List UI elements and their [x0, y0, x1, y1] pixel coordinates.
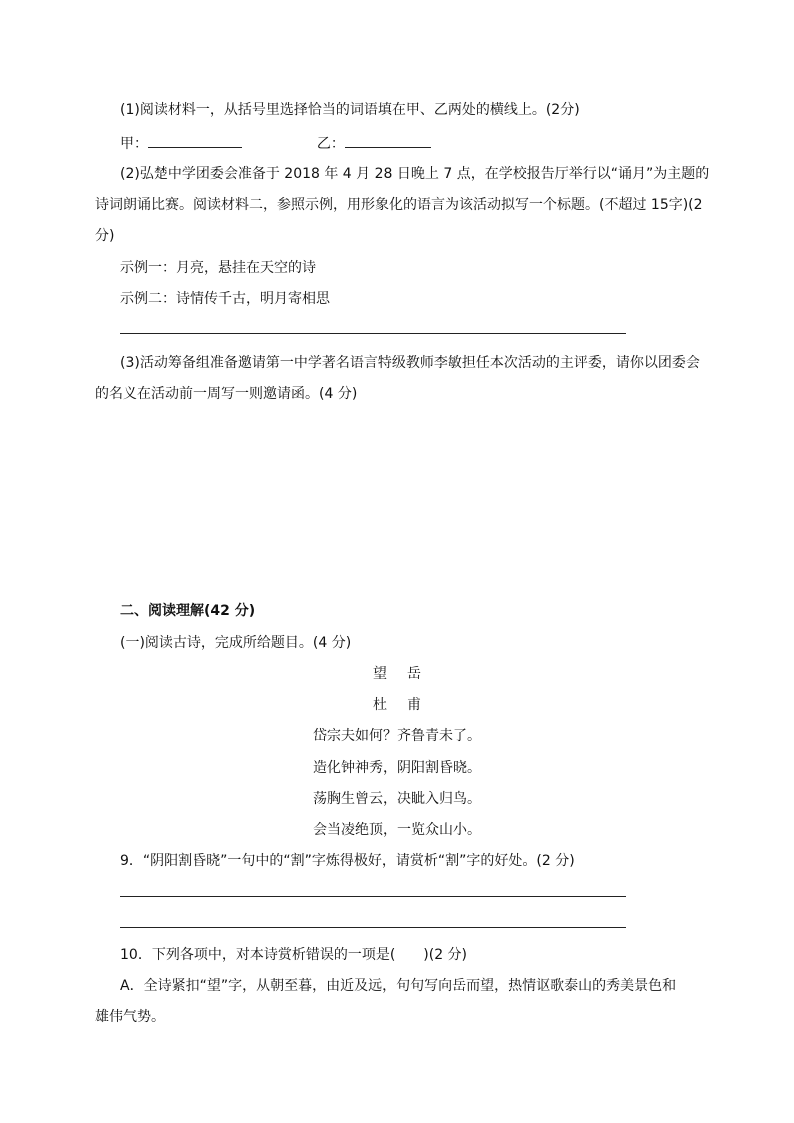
- q1-prompt: (1)阅读材料一，从括号里选择恰当的词语填在甲、乙两处的横线上。(2分): [120, 102, 580, 118]
- q9-answer-line-1[interactable]: [120, 896, 626, 897]
- q9-answer-line-2[interactable]: [120, 927, 626, 928]
- poem-title-text: 望岳: [373, 666, 441, 682]
- q2-example2: 示例二：诗情传千古，明月寄相思: [120, 291, 330, 307]
- label-yi: 乙：: [316, 136, 345, 152]
- blank-yi[interactable]: [345, 133, 431, 148]
- q2-example1: 示例一：月亮，悬挂在天空的诗: [120, 260, 316, 276]
- q3-line1: (3)活动筹备组准备邀请第一中学著名语言特级教师李敏担任本次活动的主评委，请你以团委会: [120, 355, 700, 371]
- q2-answer-line[interactable]: [120, 333, 626, 334]
- poem-line: 荡胸生曾云，决眦入归鸟。: [313, 791, 481, 807]
- q9-text: 9．“阴阳割昏晓”一句中的“割”字炼得极好，请赏析“割”字的好处。(2 分): [120, 853, 575, 869]
- section-heading: 二、阅读理解(42 分): [120, 603, 256, 619]
- q2-line3: 分): [95, 228, 115, 244]
- q2-line1: (2)弘楚中学团委会准备于 2018 年 4 月 28 日晚上 7 点，在学校报告厅举行以“诵月”为主题的: [120, 166, 710, 182]
- blank-jia[interactable]: [148, 133, 242, 148]
- poem-title: [0, 664, 794, 684]
- q10-optionA-line2: 雄伟气势。: [95, 1009, 165, 1025]
- poem-line: 会当凌绝顶，一览众山小。: [313, 822, 481, 838]
- q10-text: 10．下列各项中，对本诗赏析错误的一项是( )(2 分): [120, 947, 468, 963]
- section-sub: (一)阅读古诗，完成所给题目。(4 分): [120, 635, 352, 651]
- poem-line: 造化钟神秀，阴阳割昏晓。: [313, 760, 481, 776]
- poem-line: 岱宗夫如何？齐鲁青未了。: [313, 728, 481, 744]
- q10-optionA-line1: A．全诗紧扣“望”字，从朝至暮，由近及远，句句写向岳而望，热情讴歌泰山的秀美景色和: [120, 978, 677, 994]
- poem-author-text: 杜甫: [373, 697, 441, 713]
- q1-answer-row: [120, 133, 431, 154]
- label-jia: 甲：: [120, 136, 148, 152]
- q3-line2: 的名义在活动前一周写一则邀请函。(4 分): [95, 386, 358, 402]
- poem-author: [0, 695, 794, 715]
- q2-line2: 诗词朗诵比赛。阅读材料二，参照示例，用形象化的语言为该活动拟写一个标题。(不超过 15字)(2: [95, 197, 703, 213]
